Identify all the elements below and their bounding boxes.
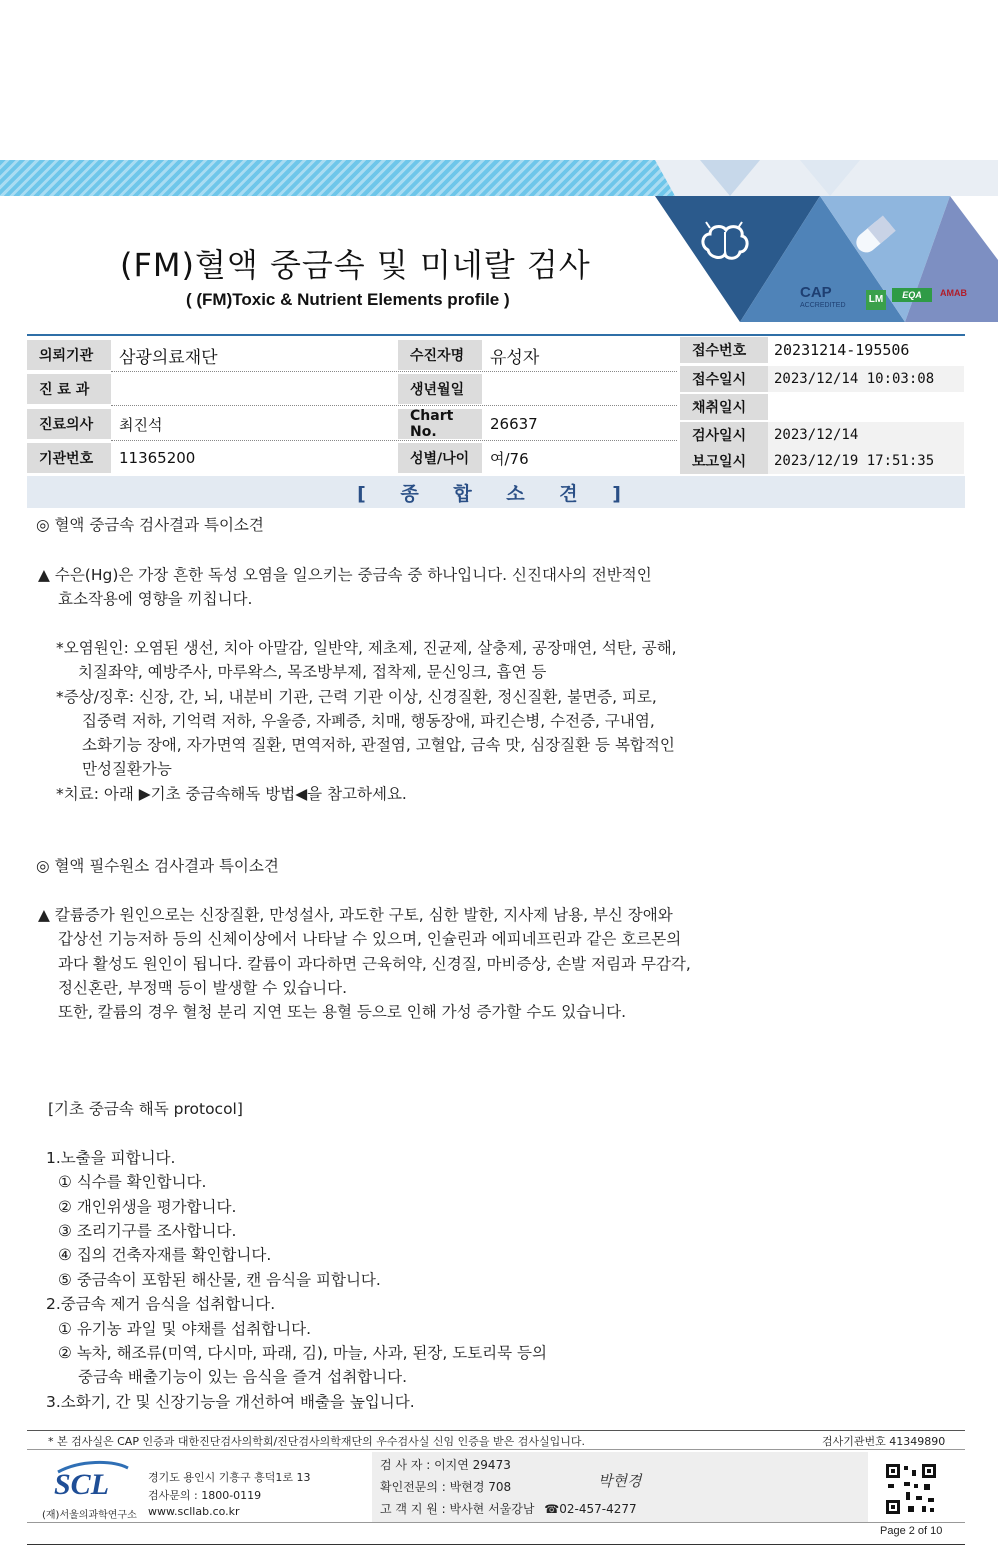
footer-divider bbox=[27, 1430, 965, 1431]
value-doctor: 최진석 bbox=[119, 415, 163, 434]
paragraph-line: ▲ 칼륨증가 원인으로는 신장질환, 만성설사, 과도한 구토, 심한 발한, 지사제 남용, 부신 장애와 bbox=[38, 906, 673, 924]
protocol-line: 2.중금속 제거 음식을 섭취합니다. bbox=[46, 1295, 276, 1313]
signature: 박현경 bbox=[598, 1472, 642, 1490]
org-name: (재)서울의과학연구소 bbox=[42, 1510, 137, 1521]
eqa-logo bbox=[892, 288, 932, 302]
protocol-line: 3.소화기, 간 및 신장기능을 개선하여 배출을 높입니다. bbox=[46, 1393, 415, 1411]
org-website: www.scllab.co.kr bbox=[148, 1505, 240, 1518]
scl-logo bbox=[50, 1460, 130, 1500]
page-title: (FM)혈액 중금속 및 미네랄 검사 bbox=[120, 246, 591, 284]
protocol-line: ③ 조리기구를 조사합니다. bbox=[58, 1222, 237, 1240]
footer-divider bbox=[27, 1449, 965, 1450]
cap-logo-sub: ACCREDITED bbox=[800, 302, 846, 309]
summary-heading: [ 종 합 소 견 ] bbox=[27, 476, 965, 508]
amab-logo bbox=[940, 288, 967, 298]
row-divider bbox=[111, 405, 677, 406]
label-sex-age: 성별/나이 bbox=[398, 443, 482, 473]
paragraph-line: 만성질환가능 bbox=[82, 760, 172, 778]
certification-note: * 본 검사실은 CAP 인증과 대한진단검사의학회/진단검사의학재단의 우수검사실 신임 인증을 받은 검사실입니다. bbox=[48, 1435, 586, 1448]
label-test-date: 검사일시 bbox=[680, 422, 768, 448]
paragraph-line: 과다 활성도 원인이 됩니다. 칼륨이 과다하면 근육허약, 신경질, 마비증상, 손발 저림과 무감각, bbox=[58, 955, 691, 973]
paragraph-line: *치료: 아래 ▶기초 중금속해독 방법◀을 참고하세요. bbox=[56, 785, 407, 803]
protocol-line: 중금속 배출기능이 있는 음식을 즐겨 섭취합니다. bbox=[78, 1368, 408, 1386]
value-test-date: 2023/12/14 bbox=[768, 422, 964, 448]
phone-icon: ☎ bbox=[544, 1502, 560, 1516]
paragraph-line: *오염원인: 오염된 생선, 치아 아말감, 일반약, 제초제, 진균제, 살충제, 공장매연, 석탄, 공해, bbox=[56, 639, 677, 657]
customer-support-label: 고 객 지 원 : 박사현 서울강남 bbox=[380, 1502, 535, 1516]
row-divider bbox=[111, 371, 677, 372]
footer-bottom-line bbox=[27, 1544, 965, 1545]
lm-logo-text: LM bbox=[868, 294, 884, 305]
customer-support-phone: 02-457-4277 bbox=[559, 1502, 637, 1516]
org-inquiry: 검사문의 : 1800-0119 bbox=[148, 1489, 262, 1502]
value-institution-number: 11365200 bbox=[119, 449, 196, 467]
paragraph-line: 집중력 저하, 기억력 저하, 우울증, 자폐증, 치매, 행동장애, 파킨슨병, 수전증, 구내염, bbox=[82, 712, 655, 730]
value-chart-no: 26637 bbox=[490, 415, 538, 433]
lm-logo bbox=[866, 290, 886, 310]
eqa-logo-text: EQA bbox=[902, 290, 922, 300]
footer-divider bbox=[27, 1522, 965, 1523]
page-number: Page 2 of 10 bbox=[880, 1525, 943, 1537]
value-receipt-datetime: 2023/12/14 10:03:08 bbox=[768, 366, 964, 392]
org-address: 경기도 용인시 기흥구 흥덕1로 13 bbox=[148, 1471, 311, 1484]
paragraph-line: ▲ 수은(Hg)은 가장 흔한 독성 오염을 일으키는 중금속 중 하나입니다. 신진대사의 전반적인 bbox=[38, 566, 652, 584]
protocol-line: ① 유기농 과일 및 야채를 섭취합니다. bbox=[58, 1320, 312, 1338]
paragraph-line: 또한, 칼륨의 경우 혈청 분리 지연 또는 용혈 등으로 인해 가성 증가할 수도 있습니다. bbox=[58, 1003, 627, 1021]
amab-logo-text: AMAB bbox=[940, 288, 967, 298]
value-report-datetime: 2023/12/19 17:51:35 bbox=[768, 448, 964, 474]
paragraph-line: 갑상선 기능저하 등의 신체이상에서 나타날 수 있으며, 인슐린과 에피네프린과 같은 호르몬의 bbox=[58, 930, 682, 948]
protocol-line: ② 녹차, 해조류(미역, 다시마, 파래, 김), 마늘, 사과, 된장, 도토리묵 등의 bbox=[58, 1344, 548, 1362]
paragraph-line: 소화기능 장애, 자가면역 질환, 면역저하, 관절염, 고혈압, 금속 맛, 심장질환 등 복합적인 bbox=[82, 736, 675, 754]
value-receipt-number: 20231214-195506 bbox=[768, 337, 964, 363]
label-chart-no: Chart No. bbox=[398, 409, 482, 439]
value-collection-datetime bbox=[768, 394, 964, 420]
specialist: 확인전문의 : 박현경 708 bbox=[380, 1480, 512, 1494]
paragraph-line: 효소작용에 영향을 끼칩니다. bbox=[58, 590, 253, 608]
qr-code bbox=[884, 1462, 938, 1516]
section-heavy-metal-title: ◎ 혈액 중금속 검사결과 특이소견 bbox=[36, 516, 264, 534]
protocol-line: 1.노출을 피합니다. bbox=[46, 1149, 176, 1167]
label-report-datetime: 보고일시 bbox=[680, 448, 768, 474]
cap-logo-text: CAP bbox=[800, 284, 832, 301]
customer-support bbox=[380, 1500, 637, 1517]
value-requesting-institution: 삼광의료재단 bbox=[119, 347, 218, 368]
cap-logo bbox=[800, 284, 846, 309]
value-patient-name: 유성자 bbox=[490, 347, 540, 368]
value-sex-age: 여/76 bbox=[490, 449, 529, 468]
value-department bbox=[111, 374, 396, 404]
paragraph-line: 치질좌약, 예방주사, 마루왁스, 목조방부제, 접착제, 문신잉크, 흡연 등 bbox=[78, 663, 547, 681]
label-requesting-institution: 의뢰기관 bbox=[27, 340, 111, 370]
label-receipt-number: 접수번호 bbox=[680, 337, 768, 363]
protocol-line: ④ 집의 건축자재를 확인합니다. bbox=[58, 1246, 272, 1264]
paragraph-line: 정신혼란, 부정맥 등이 발생할 수 있습니다. bbox=[58, 979, 348, 997]
brain-icon bbox=[698, 220, 752, 266]
label-department: 진 료 과 bbox=[27, 374, 111, 404]
protocol-line: ① 식수를 확인합니다. bbox=[58, 1173, 207, 1191]
paragraph-line: *증상/징후: 신장, 간, 뇌, 내분비 기관, 근력 기관 이상, 신경질환, 정신질환, 불면증, 피로, bbox=[56, 688, 657, 706]
page-subtitle: ( (FM)Toxic & Nutrient Elements profile ) bbox=[186, 290, 510, 309]
examiner: 검 사 자 : 이지연 29473 bbox=[380, 1458, 511, 1472]
protocol-line: ⑤ 중금속이 포함된 해산물, 캔 음식을 피합니다. bbox=[58, 1271, 381, 1289]
label-institution-number: 기관번호 bbox=[27, 443, 111, 473]
section-minerals-title: ◎ 혈액 필수원소 검사결과 특이소견 bbox=[36, 857, 279, 875]
label-birthdate: 생년월일 bbox=[398, 374, 482, 404]
capsule-icon bbox=[848, 210, 900, 262]
label-doctor: 진료의사 bbox=[27, 409, 111, 439]
label-collection-datetime: 채취일시 bbox=[680, 394, 768, 420]
label-patient-name: 수진자명 bbox=[398, 340, 482, 370]
row-divider bbox=[111, 440, 677, 441]
section-protocol-title: [기초 중금속 해독 protocol] bbox=[48, 1100, 243, 1118]
scl-logo-text: SCL bbox=[54, 1468, 110, 1501]
agency-number: 검사기관번호 41349890 bbox=[822, 1435, 946, 1448]
label-receipt-datetime: 접수일시 bbox=[680, 366, 768, 392]
value-birthdate bbox=[482, 374, 677, 404]
protocol-line: ② 개인위생을 평가합니다. bbox=[58, 1198, 237, 1216]
